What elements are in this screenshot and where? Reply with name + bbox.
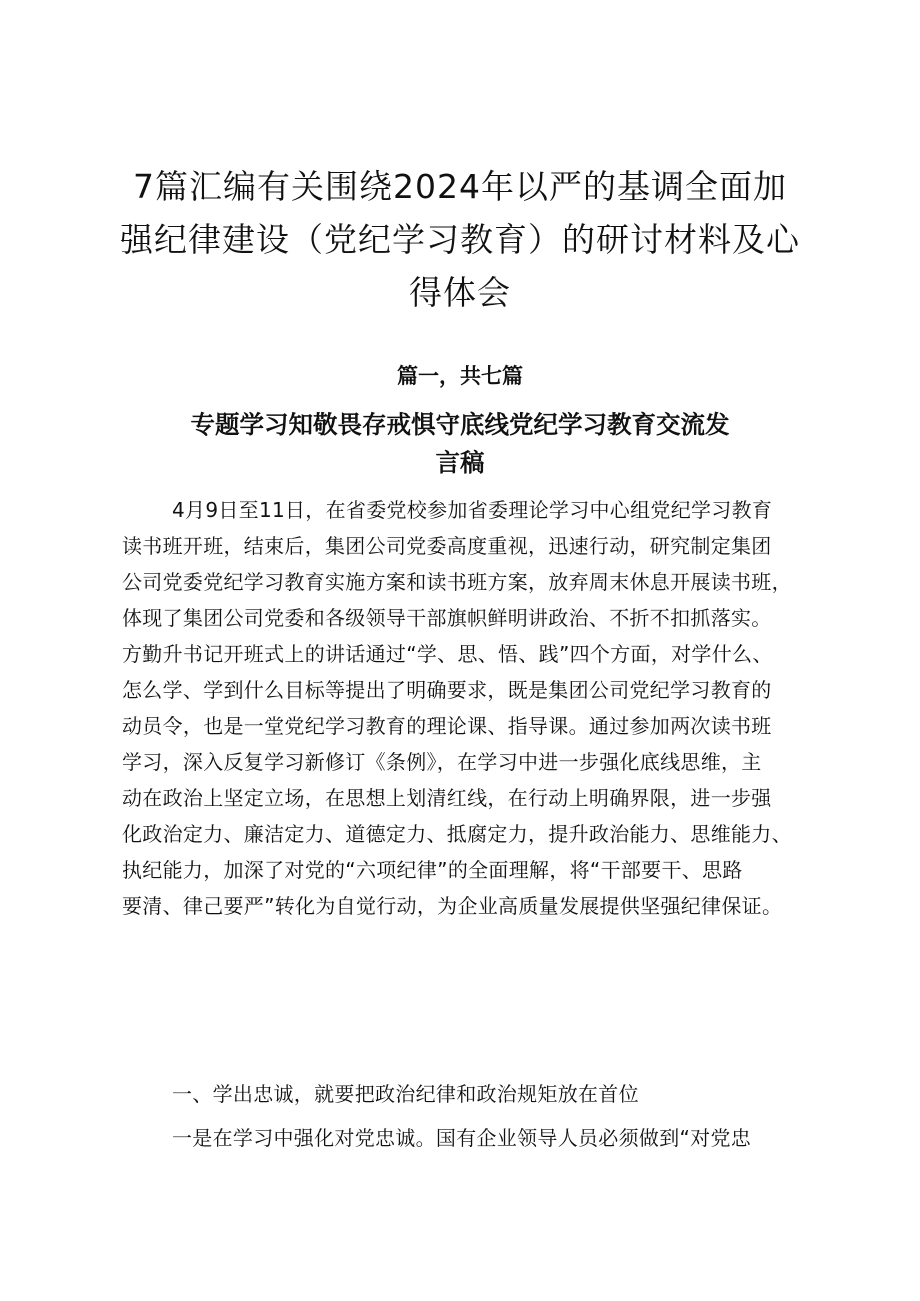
paragraph-line: 读书班开班，结束后，集团公司党委高度重视，迅速行动，研究制定集团 (122, 534, 772, 558)
article-title-line: 言稿 (435, 448, 485, 477)
document-title-line: 7篇汇编有关围绕2024年以严的基调全面加 (133, 167, 787, 206)
body-paragraph-1 (122, 492, 808, 924)
section-label: 篇一，共七篇 (397, 364, 523, 388)
paragraph-line: 体现了集团公司党委和各级领导干部旗帜鲜明讲政治、不折不扣抓落实。 (122, 606, 772, 630)
paragraph-line: 执纪能力，加深了对党的“六项纪律”的全面理解，将“干部要干、思路 (122, 858, 743, 882)
document-title (100, 160, 820, 319)
paragraph-line: 方勤升书记开班式上的讲话通过“学、思、悟、践”四个方面，对学什么、 (122, 642, 773, 666)
section-heading-1: 一、学出忠诚，就要把政治纪律和政治规矩放在首位 (172, 1082, 639, 1106)
paragraph-line: 动在政治上坚定立场，在思想上划清红线，在行动上明确界限，进一步强 (122, 786, 772, 810)
body-paragraph-2: 一是在学习中强化对党忠诚。国有企业领导人员必须做到“对党忠 (172, 1126, 752, 1150)
paragraph-line: 化政治定力、廉洁定力、道德定力、抵腐定力，提升政治能力、思维能力、 (122, 822, 792, 846)
article-title (120, 406, 800, 482)
document-title-line: 得体会 (409, 273, 511, 312)
paragraph-line: 动员令，也是一堂党纪学习教育的理论课、指导课。通过参加两次读书班 (122, 714, 772, 738)
paragraph-line: 4月9日至11日，在省委党校参加省委理论学习中心组党纪学习教育 (172, 498, 773, 522)
paragraph-line: 学习，深入反复学习新修订《条例》，在学习中进一步强化底线思维，主 (122, 750, 762, 774)
paragraph-line: 要清、律己要严”转化为自觉行动，为企业高质量发展提供坚强纪律保证。 (122, 894, 783, 918)
paragraph-line: 公司党委党纪学习教育实施方案和读书班方案，放弃周末休息开展读书班， (122, 570, 792, 594)
document-title-line: 强纪律建设（党纪学习教育）的研讨材料及心 (120, 220, 800, 259)
article-title-line: 专题学习知敬畏存戒惧守底线党纪学习教育交流发 (190, 410, 730, 439)
paragraph-line: 怎么学、学到什么目标等提出了明确要求，既是集团公司党纪学习教育的 (122, 678, 772, 702)
